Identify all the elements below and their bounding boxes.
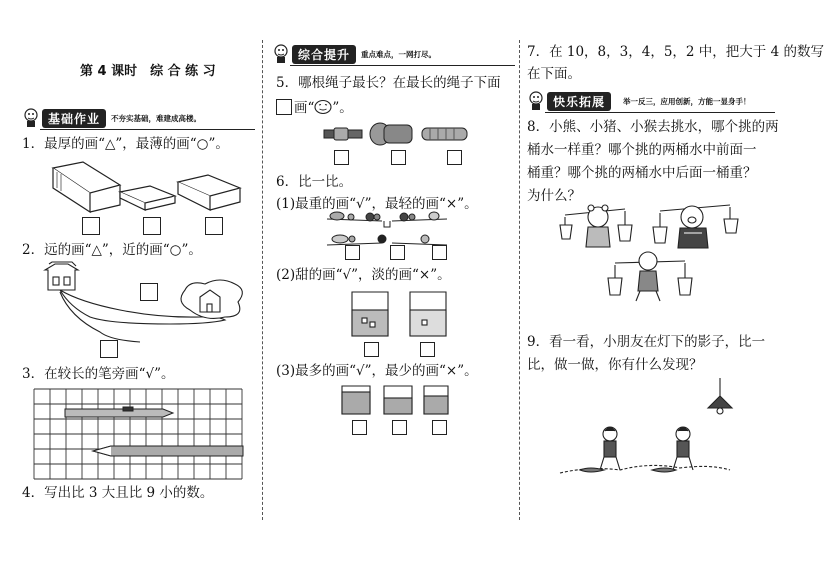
question-6-part2: (2)甜的画“√”，淡的画“×”。 [276, 267, 451, 283]
rope-icon [322, 121, 472, 147]
smiley-icon [314, 99, 332, 115]
mascot-icon [272, 44, 290, 64]
pencil-grid [33, 388, 248, 478]
answer-box-6-3b[interactable] [392, 420, 407, 435]
answer-box-2-far[interactable] [140, 283, 158, 301]
question-3: 3．在较长的笔旁画“√”。 [22, 366, 175, 382]
section-basic-label: 基础作业 [42, 109, 106, 128]
answer-box-2-near[interactable] [100, 340, 118, 358]
question-8-line1: 8．小熊、小猪、小猴去挑水，哪个挑的两 [527, 119, 779, 135]
mascot-icon [22, 108, 40, 128]
section-advanced-slogan: 重点难点，一网打尽。 [361, 49, 437, 59]
water-carriers-illustration [560, 203, 755, 303]
beaker-icon [340, 384, 450, 416]
beaker-icon [350, 290, 450, 340]
answer-box-6-1b[interactable] [390, 245, 405, 260]
answer-box-1c[interactable] [205, 217, 223, 235]
question-5-line1: 5．哪根绳子最长？在最长的绳子下面 [276, 75, 501, 91]
question-8-line2: 桶水一样重？哪个挑的两桶水中前面一 [527, 142, 757, 158]
question-1: 1．最厚的画“△”，最薄的画“○”。 [22, 136, 229, 152]
answer-box-5b[interactable] [391, 150, 406, 165]
answer-box-5c[interactable] [447, 150, 462, 165]
book-icon [45, 160, 245, 215]
q5-text-b: ”。 [332, 100, 353, 116]
answer-box-6-3c[interactable] [432, 420, 447, 435]
question-7-line2: 在下面。 [527, 66, 581, 82]
section-fun-slogan: 举一反三，应用创新，方能一显身手！ [623, 96, 751, 106]
section-fun-underline [545, 112, 775, 113]
answer-box-6-2b[interactable] [420, 342, 435, 357]
question-8-line4: 为什么？ [527, 188, 581, 204]
column-divider-2 [519, 40, 520, 520]
column-divider-1 [262, 40, 263, 520]
question-4: 4．写出比 3 大且比 9 小的数。 [22, 485, 214, 501]
section-advanced-tag [272, 44, 436, 64]
answer-box-6-3a[interactable] [352, 420, 367, 435]
answer-box-6-1c[interactable] [432, 245, 447, 260]
answer-box-1a[interactable] [82, 217, 100, 235]
question-6: 6．比一比。 [276, 174, 353, 190]
monkey-icon [608, 252, 692, 301]
section-basic-underline [40, 129, 255, 130]
section-fun-label: 快乐拓展 [547, 92, 611, 111]
lesson-title: 第 4 课时 综 合 练 习 [80, 64, 216, 79]
child-icon [580, 427, 620, 472]
section-advanced-underline [290, 65, 515, 66]
pig-icon [653, 205, 738, 248]
answer-box-5a[interactable] [334, 150, 349, 165]
answer-box-6-1a[interactable] [345, 245, 360, 260]
child-icon [652, 427, 693, 472]
lamp-icon [708, 378, 732, 414]
lamp-shadow-illustration [560, 378, 760, 488]
section-fun-tag [527, 91, 751, 111]
question-5-line2 [276, 98, 353, 118]
section-basic-tag [22, 108, 201, 128]
house-icon [40, 262, 250, 342]
question-8-line3: 桶重？哪个挑的两桶水中后面一桶重？ [527, 165, 757, 181]
q5-text-a: 画“ [294, 100, 315, 116]
question-6-part1: (1)最重的画“√”，最轻的画“×”。 [276, 196, 478, 212]
section-advanced-label: 综合提升 [292, 45, 356, 64]
question-6-part3: (3)最多的画“√”，最少的画“×”。 [276, 363, 478, 379]
question-9-line2: 比，做一做，你有什么发现？ [527, 357, 703, 373]
answer-box-6-2a[interactable] [364, 342, 379, 357]
bear-icon [560, 205, 632, 247]
section-basic-slogan: 不夯实基础，难建成高楼。 [111, 113, 202, 123]
question-7-line1: 7．在 10，8，3，4，5，2 中，把大于 4 的数写 [527, 44, 824, 60]
mascot-icon [527, 91, 545, 111]
inline-box [276, 99, 292, 115]
question-2: 2．远的画“△”，近的画“○”。 [22, 242, 202, 258]
answer-box-1b[interactable] [143, 217, 161, 235]
question-9-line1: 9．看一看，小朋友在灯下的影子，比一 [527, 334, 766, 350]
